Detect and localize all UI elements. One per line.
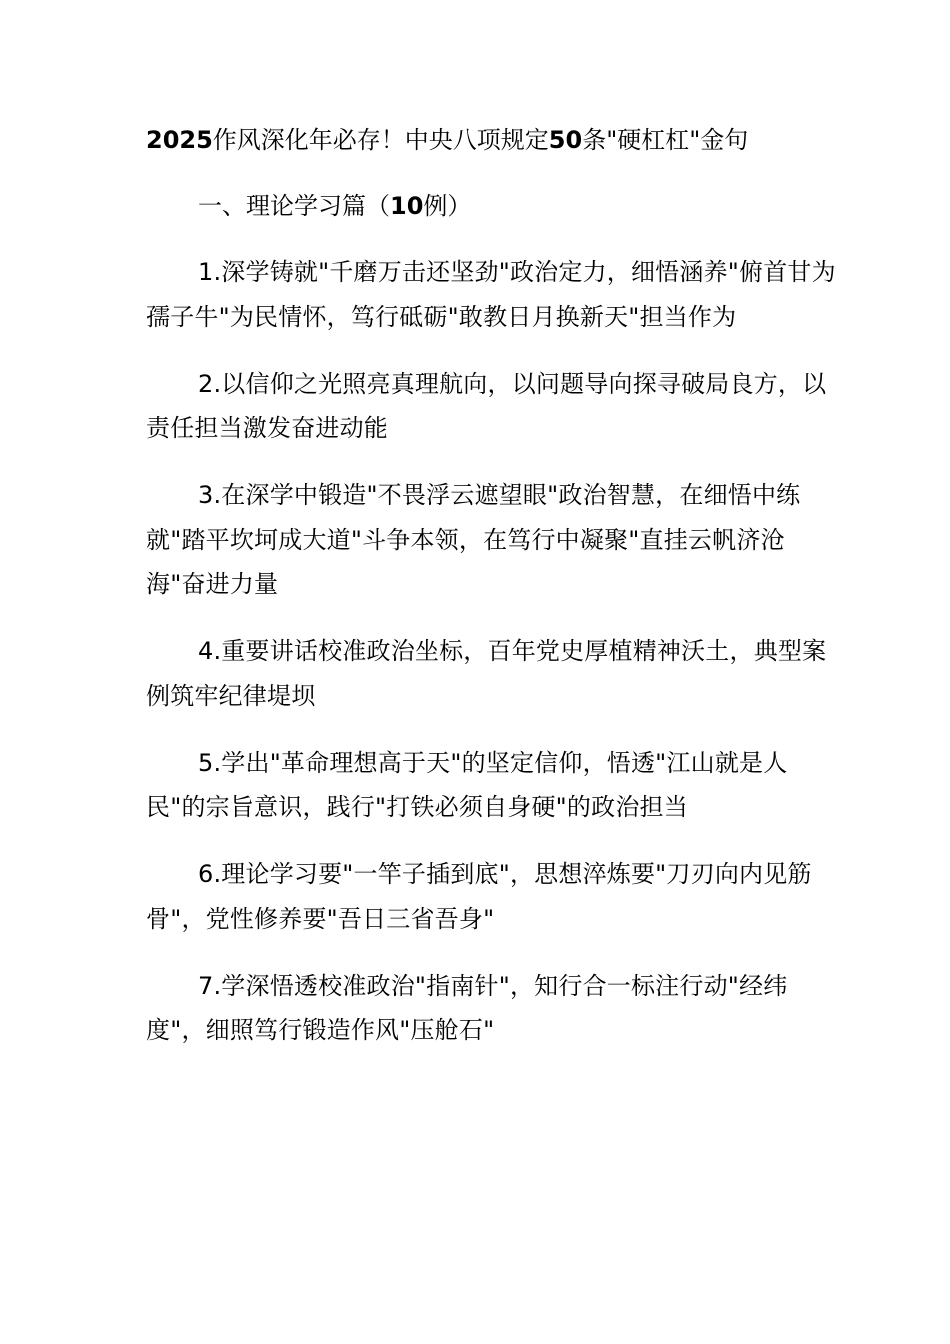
title-number: 50	[548, 126, 583, 154]
paragraph-4: 4.重要讲话校准政治坐标，百年党史厚植精神沃土，典型案例筑牢纪律堤坝	[146, 637, 827, 710]
title-year: 2025	[146, 126, 213, 154]
paragraph-2: 2.以信仰之光照亮真理航向，以问题导向探寻破局良方，以责任担当激发奋进动能	[146, 369, 827, 442]
document-title	[146, 118, 836, 162]
title-text-2: 条"硬杠杠"金句	[582, 126, 749, 154]
document-page	[146, 118, 836, 1075]
section-suffix: 例）	[423, 192, 472, 220]
paragraph-7: 7.学深悟透校准政治"指南针"，知行合一标注行动"经纬度"，细照笃行锻造作风"压舱石"	[146, 971, 788, 1044]
paragraph-5: 5.学出"革命理想高于天"的坚定信仰，悟透"江山就是人民"的宗旨意识，践行"打铁必须自身硬"的政治担当	[146, 748, 788, 821]
section-count: 10	[390, 192, 424, 220]
title-text-1: 作风深化年必存！中央八项规定	[212, 126, 549, 154]
paragraph-6: 6.理论学习要"一竿子插到底"，思想淬炼要"刀刃向内见筋骨"，党性修养要"吾日三省吾身"	[146, 860, 812, 933]
paragraph-1: 1.深学铸就"千磨万击还坚劲"政治定力，细悟涵养"俯首甘为孺子牛"为民情怀，笃行砥砺"敢教日月换新天"担当作为	[146, 258, 836, 331]
section-heading	[146, 184, 836, 228]
paragraph-3: 3.在深学中锻造"不畏浮云遮望眼"政治智慧，在细悟中练就"踏平坎坷成大道"斗争本领，在笃行中凝聚"直挂云帆济沧海"奋进力量	[146, 481, 801, 598]
section-prefix: 一、理论学习篇（	[198, 192, 390, 220]
